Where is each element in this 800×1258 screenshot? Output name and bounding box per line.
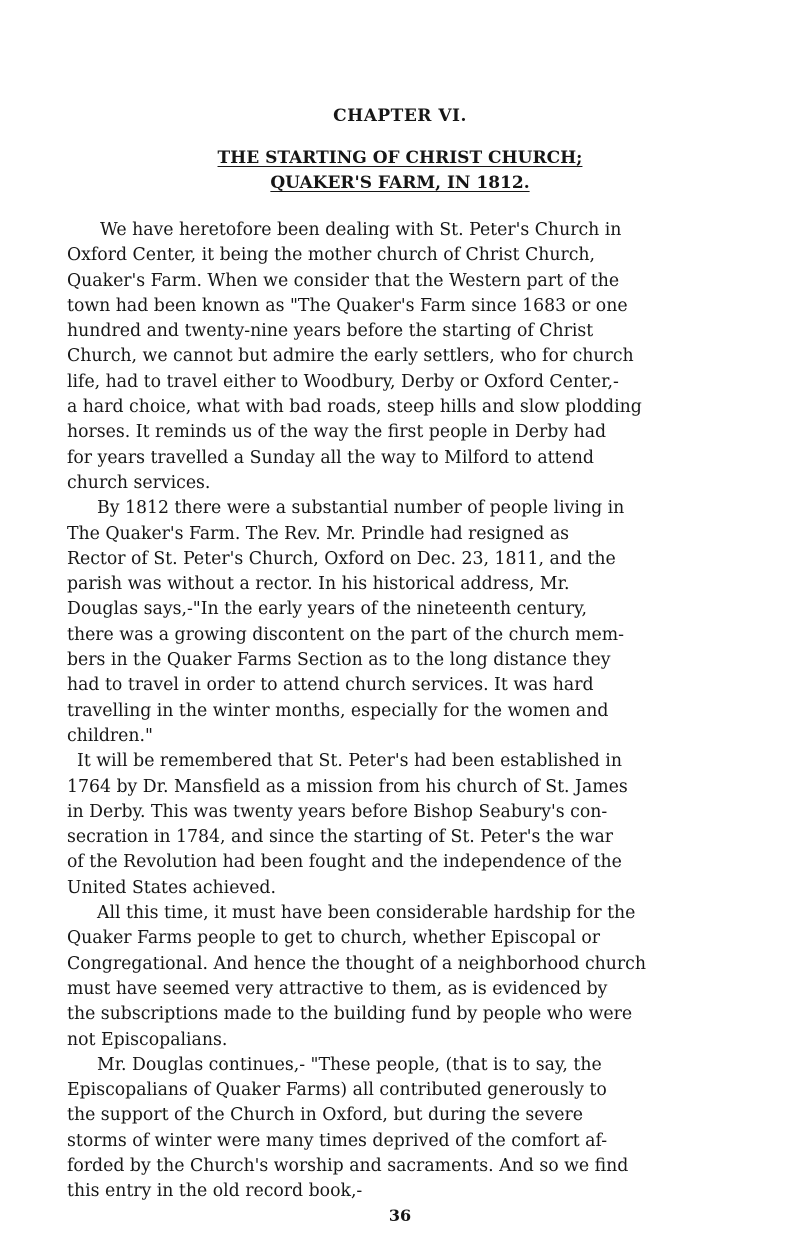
paragraph-5 bbox=[67, 1053, 753, 1205]
text-line: the support of the Church in Oxford, but during the severe bbox=[67, 1105, 583, 1126]
text-line: this entry in the old record book,- bbox=[67, 1181, 363, 1202]
text-line: storms of winter were many times deprived of the comfort af- bbox=[67, 1130, 608, 1151]
text-line: in Derby. This was twenty years before Bishop Seabury's con- bbox=[67, 801, 608, 822]
text-line: hundred and twenty-nine years before the starting of Christ bbox=[67, 321, 594, 342]
text-line: Mr. Douglas continues,- "These people, (that is to say, the bbox=[97, 1054, 602, 1075]
chapter-title bbox=[0, 146, 800, 196]
text-line: Douglas says,-"In the early years of the nineteenth century, bbox=[67, 599, 587, 620]
text-line: Rector of St. Peter's Church, Oxford on Dec. 23, 1811, and the bbox=[67, 548, 616, 569]
text-line: horses. It reminds us of the way the first people in Derby had bbox=[67, 422, 607, 443]
text-line: Church, we cannot but admire the early settlers, who for church bbox=[67, 346, 634, 367]
text-line: By 1812 there were a substantial number of people living in bbox=[97, 498, 625, 519]
text-line: Congregational. And hence the thought of a neighborhood church bbox=[67, 953, 646, 974]
text-line: a hard choice, what with bad roads, steep hills and slow plodding bbox=[67, 397, 642, 418]
text-line: children." bbox=[67, 725, 153, 746]
text-line: United States achieved. bbox=[67, 877, 276, 898]
text-line: Quaker's Farm. When we consider that the Western part of the bbox=[67, 270, 620, 291]
text-line: had to travel in order to attend church services. It was hard bbox=[67, 675, 594, 696]
text-line: Oxford Center, it being the mother church of Christ Church, bbox=[67, 245, 596, 266]
text-line: Quaker Farms people to get to church, whether Episcopal or bbox=[67, 928, 601, 949]
page-number: 36 bbox=[388, 1206, 412, 1225]
text-line: secration in 1784, and since the starting of St. Peter's the war bbox=[67, 827, 614, 848]
text-line: must have seemed very attractive to them, as is evidenced by bbox=[67, 978, 608, 999]
text-line: life, had to travel either to Woodbury, Derby or Oxford Center,- bbox=[67, 371, 619, 392]
text-line: forded by the Church's worship and sacraments. And so we find bbox=[67, 1155, 629, 1176]
text-line: It will be remembered that St. Peter's had been established in bbox=[77, 751, 622, 772]
text-line: church services. bbox=[67, 472, 211, 493]
text-line: there was a growing discontent on the part of the church mem- bbox=[67, 624, 624, 645]
chapter-title-line-2: QUAKER'S FARM, IN 1812. bbox=[270, 173, 530, 193]
text-line: The Quaker's Farm. The Rev. Mr. Prindle had resigned as bbox=[67, 523, 570, 544]
body-text bbox=[67, 218, 753, 1205]
text-line: We have heretofore been dealing with St. Peter's Church in bbox=[100, 220, 622, 240]
text-line: Episcopalians of Quaker Farms) all contributed generously to bbox=[67, 1080, 607, 1101]
paragraph-4 bbox=[67, 901, 753, 1053]
chapter-label: CHAPTER VI. bbox=[333, 106, 467, 126]
text-line: travelling in the winter months, especially for the women and bbox=[67, 700, 609, 721]
paragraph-2 bbox=[67, 496, 753, 749]
text-line: not Episcopalians. bbox=[67, 1029, 228, 1050]
chapter-title-line-1: THE STARTING OF CHRIST CHURCH; bbox=[217, 148, 583, 168]
text-line: town had been known as "The Quaker's Farm since 1683 or one bbox=[67, 295, 628, 316]
text-line: bers in the Quaker Farms Section as to the long distance they bbox=[67, 650, 611, 671]
text-line: the subscriptions made to the building fund by people who were bbox=[67, 1004, 633, 1025]
text-line: of the Revolution had been fought and the independence of the bbox=[67, 852, 622, 873]
text-line: 1764 by Dr. Mansfield as a mission from his church of St. James bbox=[67, 776, 628, 797]
text-line: parish was without a rector. In his historical address, Mr. bbox=[67, 574, 570, 595]
paragraph-1 bbox=[67, 218, 753, 496]
text-line: for years travelled a Sunday all the way to Milford to attend bbox=[67, 447, 594, 468]
text-line: All this time, it must have been considerable hardship for the bbox=[97, 903, 636, 924]
paragraph-3 bbox=[67, 749, 753, 901]
